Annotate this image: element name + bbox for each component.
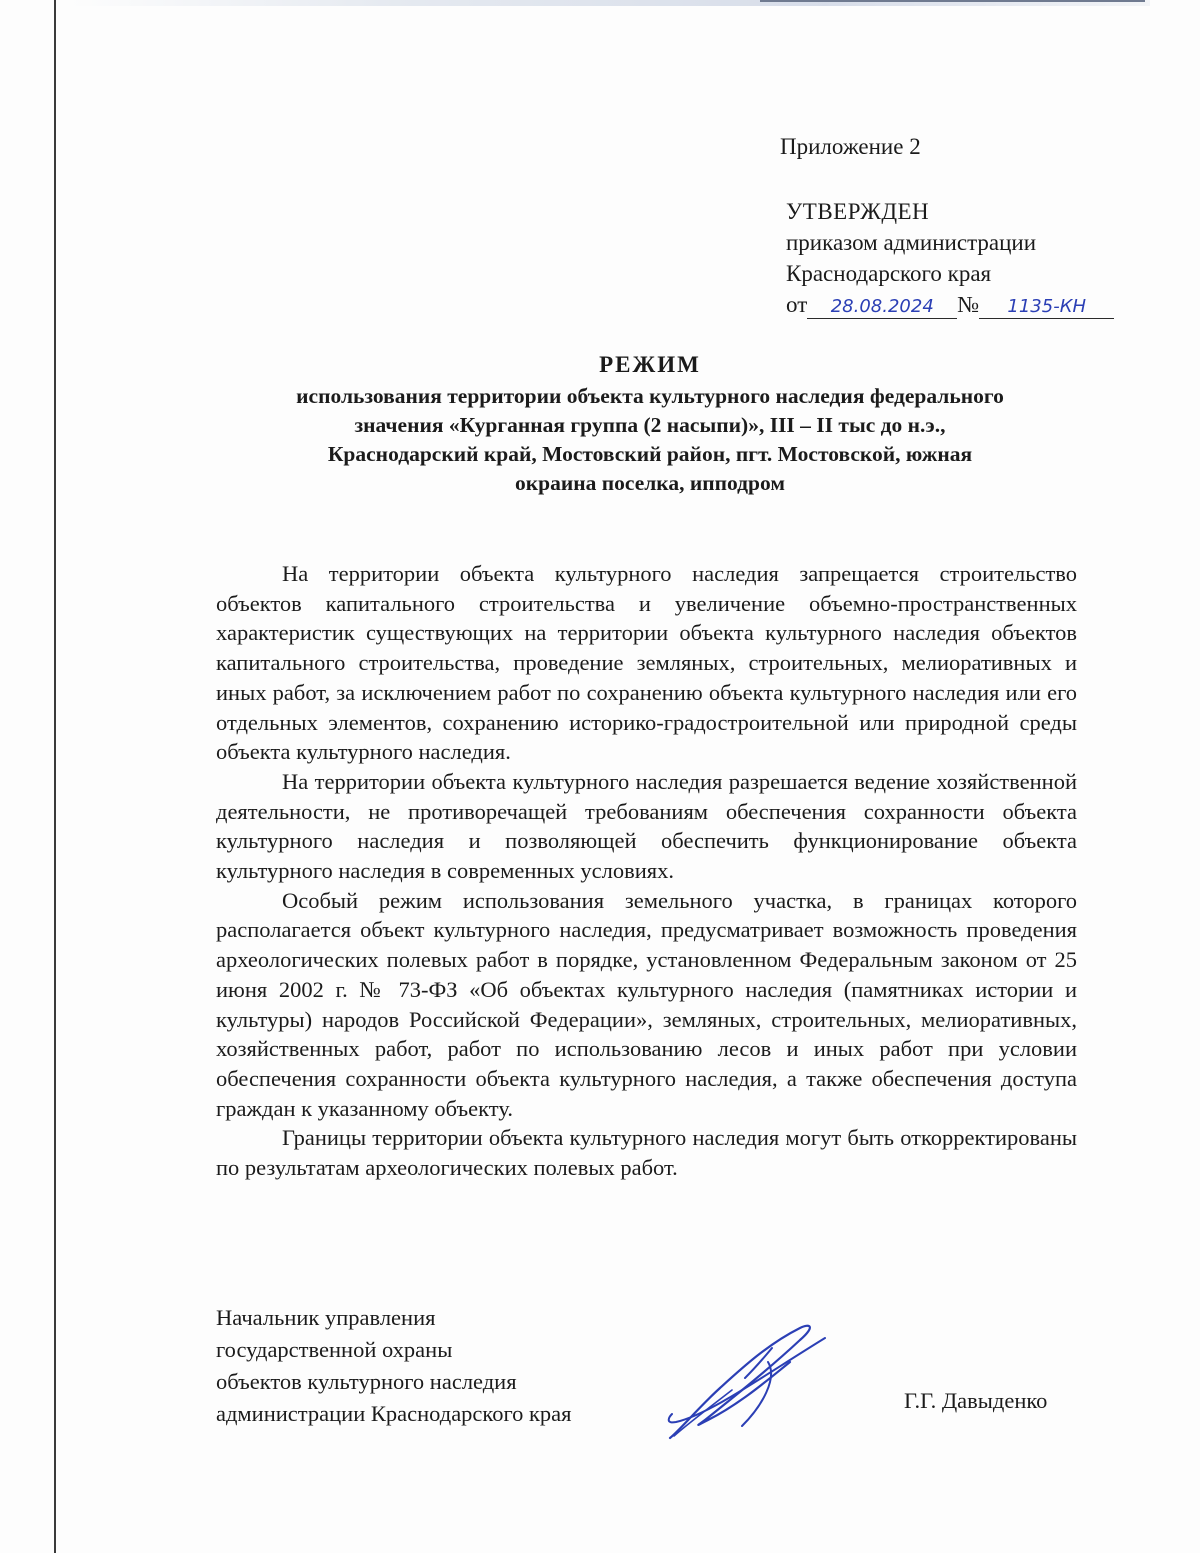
appendix-label: Приложение 2: [780, 134, 921, 159]
approved-line-2: Краснодарского края: [786, 261, 992, 286]
order-date-field: [807, 294, 957, 319]
title-main: РЕЖИМ: [599, 352, 701, 377]
scan-left-edge: [54, 0, 56, 1553]
order-date-line: [786, 289, 1114, 320]
scan-top-rule: [760, 0, 1145, 2]
title-line-2: значения «Курганная группа (2 насыпи)», III – II тыс до н.э.,: [354, 413, 946, 437]
signer-position-line-2: государственной охраны: [216, 1337, 453, 1362]
date-prefix: от: [786, 292, 808, 317]
approved-label: УТВЕРЖДЕН: [786, 199, 930, 224]
signer-position-line-3: объектов культурного наследия: [216, 1369, 517, 1394]
paragraph-2: На территории объекта культурного наследия разрешается ведение хозяйственной деятельности, не противоречащей требованиям обеспечения сохранности объекта культурного наследия и позволяющей обеспечить функционирование объекта культурного наследия в современных условиях.: [216, 768, 1077, 884]
order-date-value: 28.08.2024: [830, 296, 934, 317]
signer-position-line-4: администрации Краснодарского края: [216, 1401, 572, 1426]
paragraph-4: Границы территории объекта культурного наследия могут быть откорректированы по результатам археологических полевых работ.: [216, 1125, 1077, 1181]
document-title: [150, 352, 1150, 498]
order-number-value: 1135-КН: [1007, 296, 1087, 317]
signer-name: Г.Г. Давыденко: [904, 1388, 1048, 1413]
title-line-3: Краснодарский край, Мостовский район, пгт. Мостовской, южная: [327, 442, 973, 466]
approved-line-1: приказом администрации: [786, 230, 1037, 255]
number-prefix: №: [957, 292, 980, 317]
approval-block: [786, 196, 1114, 320]
signer-position-line-1: Начальник управления: [216, 1305, 436, 1330]
paragraph-3: Особый режим использования земельного участка, в границах которого располагается объект культурного наследия, предусматривает возможность проведения археологических полевых работ в порядке, установленном Федеральным законом от 25 июня 2002 г. № 73-ФЗ «Об объектах культурного наследия (памятниках истории и культуры) народов Российской Федерации», земляных, строительных, мелиоративных, хозяйственных работ, работ по использованию лесов и иных работ при условии обеспечения сохранности объекта культурного наследия, а также обеспечения доступа граждан к указанному объекту.: [216, 887, 1077, 1121]
handwritten-signature: [650, 1318, 850, 1448]
document-body: [216, 559, 1077, 1183]
order-number-field: [979, 294, 1114, 319]
title-line-1: использования территории объекта культурного наследия федерального: [296, 384, 1004, 408]
title-line-4: окраина поселка, ипподром: [515, 471, 785, 495]
paragraph-1: На территории объекта культурного наследия запрещается строительство объектов капитального строительства и увеличение объемно-пространственных характеристик существующих на территории объекта культурного наследия объектов капитального строительства, проведение земляных, строительных, мелиоративных и иных работ, за исключением работ по сохранению объекта культурного наследия или его отдельных элементов, сохранению историко-градостроительной или природной среды объекта культурного наследия.: [216, 561, 1077, 765]
signer-position: [216, 1302, 572, 1430]
